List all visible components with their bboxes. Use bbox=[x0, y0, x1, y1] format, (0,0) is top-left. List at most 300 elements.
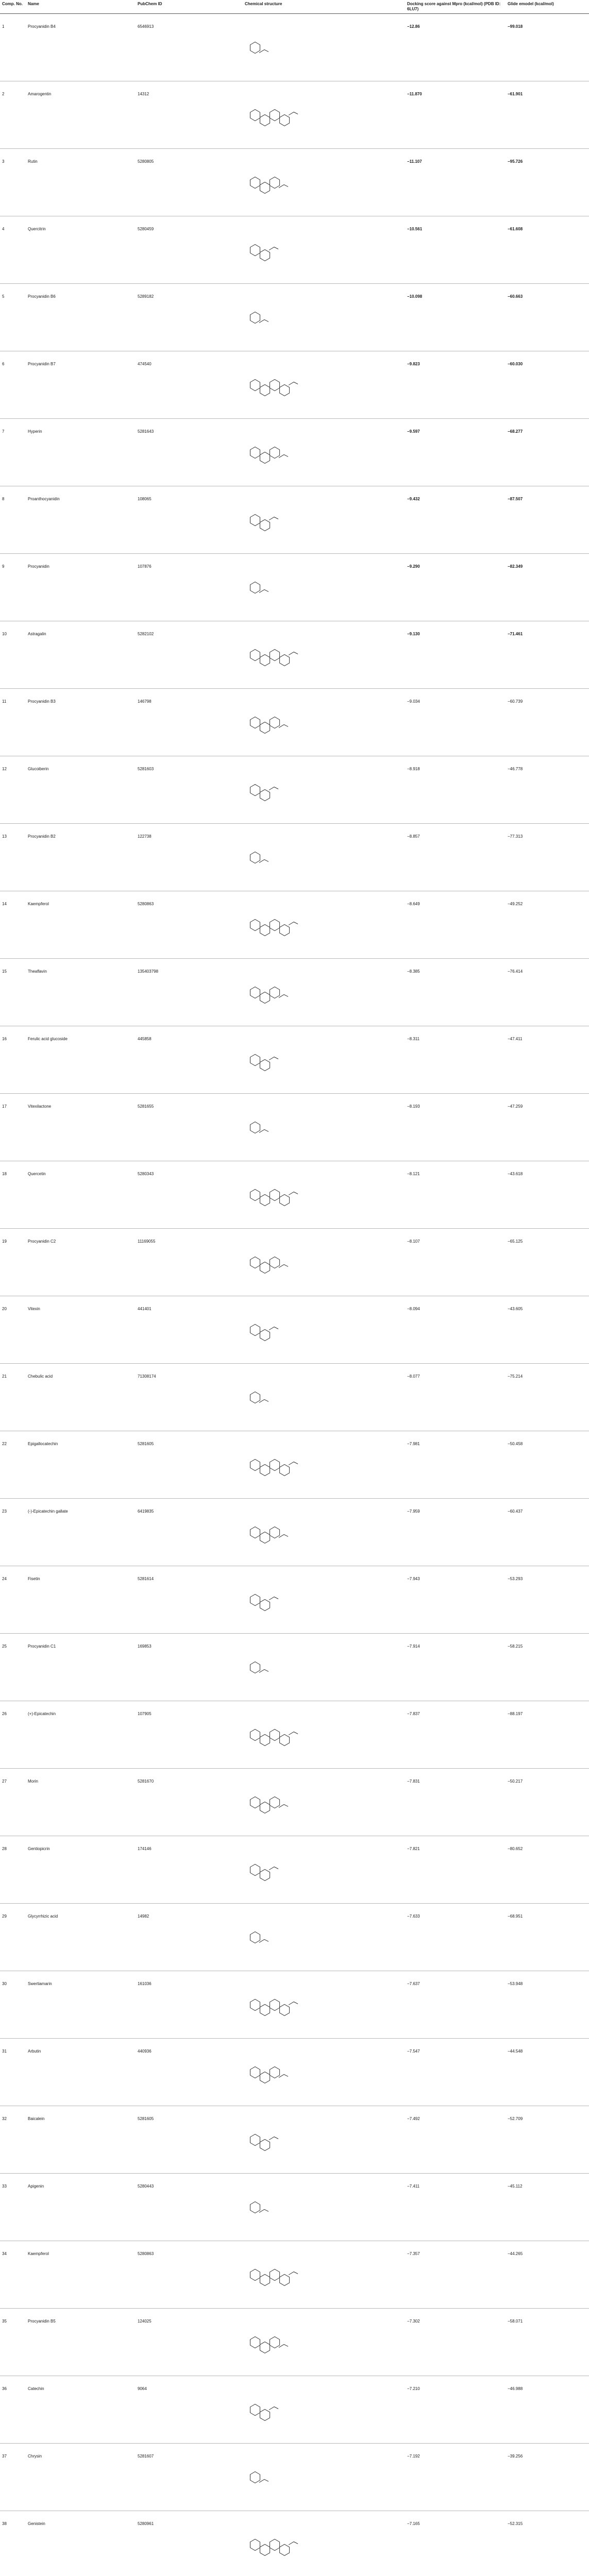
comp-no-cell: 28 bbox=[0, 1836, 26, 1904]
ring-shape bbox=[260, 2004, 270, 2015]
docking-score-cell: −10.098 bbox=[405, 284, 506, 351]
docking-score-cell: −7.492 bbox=[405, 2106, 506, 2174]
structure-drawing bbox=[245, 2311, 301, 2374]
table-row bbox=[0, 621, 589, 689]
compound-name-cell: Chebulic acid bbox=[26, 1364, 136, 1431]
structure-drawing bbox=[245, 1568, 301, 1632]
compound-name-cell: Procyanidin B6 bbox=[26, 284, 136, 351]
bond-line bbox=[259, 49, 268, 53]
structure-cell bbox=[243, 1566, 405, 1634]
compound-name-cell: Gentiopicrin bbox=[26, 1836, 136, 1904]
glide-emodel-cell: −43.605 bbox=[506, 1296, 589, 1364]
ring-shape bbox=[250, 1325, 260, 1336]
ring-shape bbox=[250, 650, 260, 661]
bond-line bbox=[269, 1597, 278, 1600]
table-row bbox=[0, 2039, 589, 2106]
docking-score-cell: −9.130 bbox=[405, 621, 506, 689]
compound-name-cell: Proanthocyanidin bbox=[26, 486, 136, 554]
glide-emodel-cell: −87.507 bbox=[506, 486, 589, 554]
comp-no-cell: 29 bbox=[0, 1904, 26, 1971]
comp-no-cell: 8 bbox=[0, 486, 26, 554]
docking-score-cell: −8.385 bbox=[405, 959, 506, 1026]
ring-shape bbox=[260, 1532, 270, 1543]
comp-no-cell: 4 bbox=[0, 216, 26, 284]
docking-score-cell: −12.86 bbox=[405, 14, 506, 81]
pubchem-id-cell: 474540 bbox=[136, 351, 243, 419]
ring-shape bbox=[260, 182, 270, 193]
structure-drawing bbox=[245, 2041, 301, 2104]
ring-shape bbox=[280, 2274, 290, 2285]
structure-drawing bbox=[245, 1028, 301, 1092]
table-row bbox=[0, 1971, 589, 2039]
ring-shape bbox=[260, 452, 270, 463]
glide-emodel-cell: −47.411 bbox=[506, 1026, 589, 1094]
structure-drawing bbox=[245, 286, 301, 349]
table-row bbox=[0, 1364, 589, 1431]
ring-shape bbox=[260, 1869, 270, 1880]
ring-shape bbox=[260, 789, 270, 801]
ring-shape bbox=[250, 1257, 260, 1268]
ring-shape bbox=[250, 1595, 260, 1606]
glide-emodel-cell: −39.256 bbox=[506, 2444, 589, 2511]
docking-score-cell: −8.193 bbox=[405, 1094, 506, 1161]
comp-no-cell: 34 bbox=[0, 2241, 26, 2309]
docking-score-cell: −9.823 bbox=[405, 351, 506, 419]
table-row bbox=[0, 689, 589, 756]
ring-shape bbox=[250, 2269, 260, 2281]
glide-emodel-cell: −46.988 bbox=[506, 2376, 589, 2444]
header-name: Name bbox=[26, 0, 136, 14]
ring-shape bbox=[250, 987, 260, 998]
compound-name-cell: Procyanidin B4 bbox=[26, 14, 136, 81]
table-row bbox=[0, 1296, 589, 1364]
ring-shape bbox=[250, 2134, 260, 2146]
comp-no-cell: 23 bbox=[0, 1499, 26, 1566]
ring-shape bbox=[260, 1194, 270, 1206]
ring-shape bbox=[270, 1257, 280, 1268]
pubchem-id-cell: 71308174 bbox=[136, 1364, 243, 1431]
bond-line bbox=[279, 2074, 288, 2077]
docking-score-cell: −8.311 bbox=[405, 1026, 506, 1094]
table-row bbox=[0, 486, 589, 554]
pubchem-id-cell: 5281643 bbox=[136, 419, 243, 486]
glide-emodel-cell: −99.018 bbox=[506, 14, 589, 81]
pubchem-id-cell: 11169055 bbox=[136, 1229, 243, 1296]
ring-shape bbox=[250, 2472, 260, 2483]
bond-line bbox=[269, 247, 278, 250]
glide-emodel-cell: −52.315 bbox=[506, 2511, 589, 2576]
bond-line bbox=[279, 724, 288, 727]
structure-cell bbox=[243, 689, 405, 756]
compound-name-cell: Procyanidin B5 bbox=[26, 2309, 136, 2376]
table-row bbox=[0, 1904, 589, 1971]
structure-cell bbox=[243, 351, 405, 419]
structure-cell bbox=[243, 959, 405, 1026]
docking-score-cell: −7.821 bbox=[405, 1836, 506, 1904]
header-pubchem-id: PubChem ID bbox=[136, 0, 243, 14]
ring-shape bbox=[250, 177, 260, 189]
comp-no-cell: 6 bbox=[0, 351, 26, 419]
ring-shape bbox=[260, 1059, 270, 1071]
ring-shape bbox=[260, 2409, 270, 2420]
structure-drawing bbox=[245, 1636, 301, 1699]
compound-name-cell: Genistein bbox=[26, 2511, 136, 2576]
glide-emodel-cell: −61.608 bbox=[506, 216, 589, 284]
docking-score-cell: −8.121 bbox=[405, 1161, 506, 1229]
structure-cell bbox=[243, 2376, 405, 2444]
compound-name-cell: Vitexin bbox=[26, 1296, 136, 1364]
bond-line bbox=[279, 2344, 288, 2347]
structure-drawing bbox=[245, 1771, 301, 1834]
ring-shape bbox=[260, 1329, 270, 1341]
table-row bbox=[0, 81, 589, 149]
structure-cell bbox=[243, 1634, 405, 1701]
compound-name-cell: Astragalin bbox=[26, 621, 136, 689]
bond-line bbox=[279, 184, 288, 188]
ring-shape bbox=[270, 987, 280, 998]
structure-drawing bbox=[245, 2378, 301, 2442]
glide-emodel-cell: −46.778 bbox=[506, 756, 589, 824]
table-row bbox=[0, 2106, 589, 2174]
compound-name-cell: Ferulic acid glucoside bbox=[26, 1026, 136, 1094]
glide-emodel-cell: −58.071 bbox=[506, 2309, 589, 2376]
table-row bbox=[0, 1769, 589, 1836]
compound-name-cell: Epigallocatechin bbox=[26, 1431, 136, 1499]
table-row bbox=[0, 1566, 589, 1634]
comp-no-cell: 13 bbox=[0, 824, 26, 891]
glide-emodel-cell: −47.259 bbox=[506, 1094, 589, 1161]
compound-name-cell: Procyanidin C2 bbox=[26, 1229, 136, 1296]
structure-drawing bbox=[245, 2446, 301, 2509]
docking-score-cell: −7.914 bbox=[405, 1634, 506, 1701]
bond-line bbox=[289, 1462, 298, 1465]
ring-shape bbox=[250, 1865, 260, 1876]
ring-shape bbox=[260, 2274, 270, 2285]
table-row bbox=[0, 1026, 589, 1094]
ring-shape bbox=[270, 1999, 280, 2011]
docking-score-cell: −10.561 bbox=[405, 216, 506, 284]
glide-emodel-cell: −68.277 bbox=[506, 419, 589, 486]
docking-score-cell: −11.107 bbox=[405, 149, 506, 216]
bond-line bbox=[289, 652, 298, 655]
pubchem-id-cell: 14982 bbox=[136, 1904, 243, 1971]
compound-name-cell: Glycyrrhizic acid bbox=[26, 1904, 136, 1971]
pubchem-id-cell: 441401 bbox=[136, 1296, 243, 1364]
pubchem-id-cell: 5280805 bbox=[136, 149, 243, 216]
bond-line bbox=[259, 2209, 268, 2212]
compound-name-cell: Fisetin bbox=[26, 1566, 136, 1634]
pubchem-id-cell: 14312 bbox=[136, 81, 243, 149]
ring-shape bbox=[270, 1730, 280, 1741]
structure-drawing bbox=[245, 1163, 301, 1227]
ring-shape bbox=[250, 582, 260, 594]
bond-line bbox=[289, 1192, 298, 1195]
comp-no-cell: 5 bbox=[0, 284, 26, 351]
ring-shape bbox=[280, 384, 290, 396]
compound-name-cell: Glucoiberin bbox=[26, 756, 136, 824]
ring-shape bbox=[250, 1055, 260, 1066]
compound-name-cell: Theaflavin bbox=[26, 959, 136, 1026]
ring-shape bbox=[250, 1662, 260, 1673]
structure-cell bbox=[243, 2444, 405, 2511]
comp-no-cell: 38 bbox=[0, 2511, 26, 2576]
ring-shape bbox=[260, 1802, 270, 1813]
table-row bbox=[0, 2444, 589, 2511]
pubchem-id-cell: 108065 bbox=[136, 486, 243, 554]
ring-shape bbox=[250, 447, 260, 459]
comp-no-cell: 12 bbox=[0, 756, 26, 824]
comp-no-cell: 27 bbox=[0, 1769, 26, 1836]
table-row bbox=[0, 149, 589, 216]
structure-cell bbox=[243, 1026, 405, 1094]
docking-score-cell: −7.637 bbox=[405, 1971, 506, 2039]
structure-drawing bbox=[245, 2108, 301, 2172]
docking-score-cell: −9.432 bbox=[405, 486, 506, 554]
bond-line bbox=[279, 454, 288, 457]
structure-cell bbox=[243, 2039, 405, 2106]
ring-shape bbox=[250, 1999, 260, 2011]
comp-no-cell: 3 bbox=[0, 149, 26, 216]
comp-no-cell: 22 bbox=[0, 1431, 26, 1499]
bond-line bbox=[289, 382, 298, 385]
glide-emodel-cell: −58.215 bbox=[506, 1634, 589, 1701]
compound-name-cell: Hyperin bbox=[26, 419, 136, 486]
glide-emodel-cell: −95.726 bbox=[506, 149, 589, 216]
ring-shape bbox=[250, 515, 260, 526]
table-row bbox=[0, 2309, 589, 2376]
glide-emodel-cell: −44.548 bbox=[506, 2039, 589, 2106]
pubchem-id-cell: 107905 bbox=[136, 1701, 243, 1769]
structure-drawing bbox=[245, 961, 301, 1024]
structure-drawing bbox=[245, 421, 301, 484]
glide-emodel-cell: −50.458 bbox=[506, 1431, 589, 1499]
ring-shape bbox=[270, 2337, 280, 2348]
structure-cell bbox=[243, 216, 405, 284]
compound-name-cell: Arbutin bbox=[26, 2039, 136, 2106]
comp-no-cell: 15 bbox=[0, 959, 26, 1026]
header-docking-score: Docking score against Mpro (kcal/mol) (PDB ID: 6LU7) bbox=[405, 0, 506, 14]
structure-cell bbox=[243, 1431, 405, 1499]
ring-shape bbox=[250, 2337, 260, 2348]
bond-line bbox=[269, 2407, 278, 2410]
table-row bbox=[0, 2174, 589, 2241]
ring-shape bbox=[260, 519, 270, 531]
ring-shape bbox=[280, 1194, 290, 1206]
ring-shape bbox=[260, 1734, 270, 1745]
comp-no-cell: 17 bbox=[0, 1094, 26, 1161]
structure-drawing bbox=[245, 1906, 301, 1969]
ring-shape bbox=[260, 384, 270, 396]
structure-drawing bbox=[245, 83, 301, 147]
docking-score-cell: −9.290 bbox=[405, 554, 506, 621]
docking-score-cell: −7.192 bbox=[405, 2444, 506, 2511]
structure-cell bbox=[243, 81, 405, 149]
ring-shape bbox=[280, 2004, 290, 2015]
docking-score-cell: −8.857 bbox=[405, 824, 506, 891]
structure-cell bbox=[243, 756, 405, 824]
structure-drawing bbox=[245, 1433, 301, 1497]
table-row bbox=[0, 216, 589, 284]
table-row bbox=[0, 1431, 589, 1499]
structure-cell bbox=[243, 14, 405, 81]
table-row bbox=[0, 419, 589, 486]
docking-score-cell: −8.094 bbox=[405, 1296, 506, 1364]
bond-line bbox=[259, 1129, 268, 1132]
table-row bbox=[0, 554, 589, 621]
comp-no-cell: 32 bbox=[0, 2106, 26, 2174]
compound-name-cell: Quercetin bbox=[26, 1161, 136, 1229]
glide-emodel-cell: −60.030 bbox=[506, 351, 589, 419]
docking-score-cell: −7.959 bbox=[405, 1499, 506, 1566]
docking-score-cell: −7.547 bbox=[405, 2039, 506, 2106]
docking-score-cell: −7.411 bbox=[405, 2174, 506, 2241]
glide-emodel-cell: −52.709 bbox=[506, 2106, 589, 2174]
pubchem-id-cell: 5280863 bbox=[136, 891, 243, 959]
table-row bbox=[0, 1229, 589, 1296]
comp-no-cell: 2 bbox=[0, 81, 26, 149]
bond-line bbox=[269, 1867, 278, 1870]
bond-line bbox=[279, 1264, 288, 1267]
pubchem-id-cell: 5280343 bbox=[136, 1161, 243, 1229]
structure-drawing bbox=[245, 691, 301, 754]
ring-shape bbox=[250, 717, 260, 728]
comp-no-cell: 7 bbox=[0, 419, 26, 486]
comp-no-cell: 31 bbox=[0, 2039, 26, 2106]
ring-shape bbox=[260, 114, 270, 126]
ring-shape bbox=[270, 650, 280, 661]
ring-shape bbox=[270, 1190, 280, 1201]
compound-name-cell: Kaempferol bbox=[26, 891, 136, 959]
table-row bbox=[0, 1701, 589, 1769]
ring-shape bbox=[260, 2544, 270, 2555]
bond-line bbox=[289, 2272, 298, 2275]
pubchem-id-cell: 5289182 bbox=[136, 284, 243, 351]
structure-cell bbox=[243, 1161, 405, 1229]
glide-emodel-cell: −49.252 bbox=[506, 891, 589, 959]
pubchem-id-cell: 5281605 bbox=[136, 2106, 243, 2174]
pubchem-id-cell: 5280459 bbox=[136, 216, 243, 284]
glide-emodel-cell: −60.663 bbox=[506, 284, 589, 351]
comp-no-cell: 33 bbox=[0, 2174, 26, 2241]
ring-shape bbox=[250, 1190, 260, 1201]
pubchem-id-cell: 5281605 bbox=[136, 1431, 243, 1499]
compound-name-cell: Procyanidin B3 bbox=[26, 689, 136, 756]
table-row bbox=[0, 1161, 589, 1229]
compound-name-cell: Procyanidin B7 bbox=[26, 351, 136, 419]
glide-emodel-cell: −75.214 bbox=[506, 1364, 589, 1431]
ring-shape bbox=[270, 1797, 280, 1808]
compound-name-cell: Apigenin bbox=[26, 2174, 136, 2241]
docking-score-cell: −8.107 bbox=[405, 1229, 506, 1296]
docking-score-cell: −7.837 bbox=[405, 1701, 506, 1769]
ring-shape bbox=[280, 1464, 290, 1476]
ring-shape bbox=[260, 2139, 270, 2150]
pubchem-id-cell: 161036 bbox=[136, 1971, 243, 2039]
structure-drawing bbox=[245, 1501, 301, 1564]
compound-name-cell: Quercitrin bbox=[26, 216, 136, 284]
structure-cell bbox=[243, 419, 405, 486]
structure-cell bbox=[243, 2174, 405, 2241]
pubchem-id-cell: 9064 bbox=[136, 2376, 243, 2444]
ring-shape bbox=[250, 245, 260, 256]
ring-shape bbox=[270, 717, 280, 728]
structure-cell bbox=[243, 1229, 405, 1296]
table-row bbox=[0, 2511, 589, 2576]
glide-emodel-cell: −60.437 bbox=[506, 1499, 589, 1566]
glide-emodel-cell: −68.951 bbox=[506, 1904, 589, 1971]
ring-shape bbox=[270, 920, 280, 931]
ring-shape bbox=[280, 654, 290, 666]
structure-cell bbox=[243, 2309, 405, 2376]
pubchem-id-cell: 5280863 bbox=[136, 2241, 243, 2309]
pubchem-id-cell: 6546913 bbox=[136, 14, 243, 81]
glide-emodel-cell: −82.349 bbox=[506, 554, 589, 621]
compound-name-cell: Amarogentin bbox=[26, 81, 136, 149]
compound-name-cell: Swertiamarin bbox=[26, 1971, 136, 2039]
glide-emodel-cell: −60.739 bbox=[506, 689, 589, 756]
pubchem-id-cell: 445858 bbox=[136, 1026, 243, 1094]
ring-shape bbox=[270, 1527, 280, 1538]
structure-drawing bbox=[245, 1703, 301, 1767]
docking-score-cell: −7.633 bbox=[405, 1904, 506, 1971]
glide-emodel-cell: −76.414 bbox=[506, 959, 589, 1026]
compound-name-cell: Procyanidin bbox=[26, 554, 136, 621]
comp-no-cell: 19 bbox=[0, 1229, 26, 1296]
glide-emodel-cell: −61.901 bbox=[506, 81, 589, 149]
header-glide-emodel: Glide emodel (kcal/mol) bbox=[506, 0, 589, 14]
comp-no-cell: 9 bbox=[0, 554, 26, 621]
ring-shape bbox=[270, 1460, 280, 1471]
compound-name-cell: Catechin bbox=[26, 2376, 136, 2444]
table-row bbox=[0, 2241, 589, 2309]
ring-shape bbox=[270, 177, 280, 189]
ring-shape bbox=[250, 1392, 260, 1403]
comp-no-cell: 21 bbox=[0, 1364, 26, 1431]
pubchem-id-cell: 5281614 bbox=[136, 1566, 243, 1634]
ring-shape bbox=[250, 42, 260, 54]
ring-shape bbox=[280, 1734, 290, 1745]
comp-no-cell: 16 bbox=[0, 1026, 26, 1094]
bond-line bbox=[269, 2137, 278, 2140]
ring-shape bbox=[270, 110, 280, 121]
ring-shape bbox=[250, 920, 260, 931]
bond-line bbox=[259, 1669, 268, 1672]
glide-emodel-cell: −65.125 bbox=[506, 1229, 589, 1296]
table-row bbox=[0, 284, 589, 351]
pubchem-id-cell: 5280443 bbox=[136, 2174, 243, 2241]
bond-line bbox=[259, 589, 268, 592]
pubchem-id-cell: 5281670 bbox=[136, 1769, 243, 1836]
structure-drawing bbox=[245, 218, 301, 282]
structure-cell bbox=[243, 1701, 405, 1769]
glide-emodel-cell: −43.618 bbox=[506, 1161, 589, 1229]
comp-no-cell: 35 bbox=[0, 2309, 26, 2376]
ring-shape bbox=[260, 1599, 270, 1611]
structure-cell bbox=[243, 486, 405, 554]
structure-cell bbox=[243, 824, 405, 891]
compound-name-cell: Morin bbox=[26, 1769, 136, 1836]
structure-cell bbox=[243, 149, 405, 216]
pubchem-id-cell: 5282102 bbox=[136, 621, 243, 689]
ring-shape bbox=[250, 1122, 260, 1133]
docking-score-cell: −7.165 bbox=[405, 2511, 506, 2576]
comp-no-cell: 20 bbox=[0, 1296, 26, 1364]
docking-score-cell: −8.649 bbox=[405, 891, 506, 959]
ring-shape bbox=[270, 380, 280, 391]
bond-line bbox=[269, 1327, 278, 1330]
bond-line bbox=[269, 1057, 278, 1060]
pubchem-id-cell: 169853 bbox=[136, 1634, 243, 1701]
